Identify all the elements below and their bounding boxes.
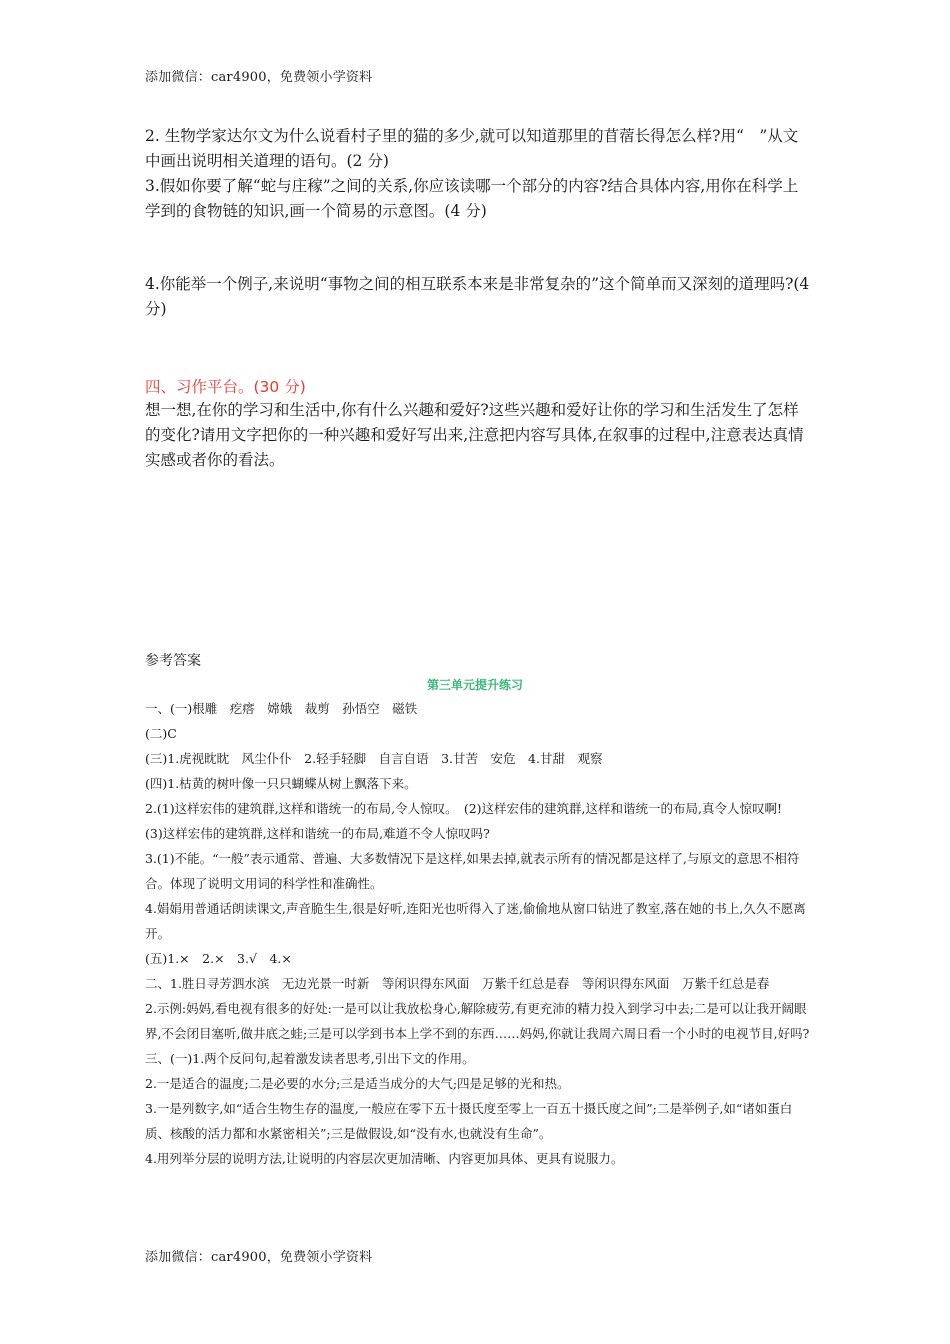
answer-line: (四)1.枯黄的树叶像一只只蝴蝶从树上飘落下来。 xyxy=(145,776,417,791)
answer-line: 二、1.胜日寻芳泗水滨 无边光景一时新 等闲识得东风面 万紫千红总是春 等闲识得东风面 万紫千红总是春 xyxy=(145,976,770,991)
answer-line: 4.娟娟用普通话朗读课文,声音脆生生,很是好听,连阳光也听得入了迷,偷偷地从窗口钻进了教室,落在她的书上,久久不愿离开。 xyxy=(145,901,806,941)
answer-line: (三)1.虎视眈眈 风尘仆仆 2.轻手轻脚 自言自语 3.甘苦 安危 4.甘甜 观察 xyxy=(145,751,603,766)
answer-line: 2.示例:妈妈,看电视有很多的好处:一是可以让我放松身心,解除疲劳,有更充沛的精力投入到学习中去;二是可以让我开阔眼界,不会闭目塞听,做井底之蛙;三是可以学到书本上学不到的东西……妈妈,你就让我周六周日看一个小时的电视节目,好吗? xyxy=(145,1001,810,1041)
question-4: 4.你能举一个例子,来说明“事物之间的相互联系本来是非常复杂的”这个简单而又深刻的道理吗?(4 分) xyxy=(145,275,810,318)
answer-line: 2.(1)这样宏伟的建筑群,这样和谐统一的布局,令人惊叹。 (2)这样宏伟的建筑群,这样和谐统一的布局,真令人惊叹啊! (3)这样宏伟的建筑群,这样和谐统一的布局,难道不令人惊叹吗? xyxy=(145,801,795,841)
answers-list xyxy=(145,696,810,1171)
section-4-body: 想一想,在你的学习和生活中,你有什么兴趣和爱好?这些兴趣和爱好让你的学习和生活发生了怎样的变化?请用文字把你的一种兴趣和爱好写出来,注意把内容写具体,在叙事的过程中,注意表达真情实感或者你的看法。 xyxy=(145,401,804,469)
answer-line: 4.用列举分层的说明方法,让说明的内容层次更加清晰、内容更加具体、更具有说服力。 xyxy=(145,1151,624,1166)
question-3: 3.假如你要了解“蛇与庄稼”之间的关系,你应该读哪一个部分的内容?结合具体内容,用你在科学上学到的食物链的知识,画一个简易的示意图。(4 分) xyxy=(145,177,799,220)
answer-line: 一、(一)根雕 疙瘩 嫦娥 裁剪 孙悟空 磁铁 xyxy=(145,701,418,716)
answer-line: 3.(1)不能。“一般”表示通常、普遍、大多数情况下是这样,如果去掉,就表示所有的情况都是这样了,与原文的意思不相符合。体现了说明文用词的科学性和准确性。 xyxy=(145,851,800,891)
answer-line: 三、(一)1.两个反问句,起着激发读者思考,引出下文的作用。 xyxy=(145,1051,475,1066)
answer-line: (五)1.× 2.× 3.√ 4.× xyxy=(145,951,292,966)
answers-subtitle: 第三单元提升练习 xyxy=(426,678,523,692)
section-4-title: 四、习作平台。(30 分) xyxy=(145,378,306,396)
answer-line: (二)C xyxy=(145,726,177,741)
answer-line: 3.一是列数字,如“适合生物生存的温度,一般应在零下五十摄氏度至零上一百五十摄氏度之间”;二是举例子,如“诸如蛋白质、核酸的活力都和水紧密相关”;三是做假设,如“没有水,也就没有生命”。 xyxy=(145,1101,793,1141)
answer-line: 2.一是适合的温度;二是必要的水分;三是适当成分的大气;四是足够的光和热。 xyxy=(145,1076,570,1091)
page-footer: 添加微信：car4900，免费领小学资料 xyxy=(145,1250,373,1265)
page-header: 添加微信：car4900，免费领小学资料 xyxy=(145,70,373,85)
answers-title: 参考答案 xyxy=(145,653,201,669)
question-2: 2. 生物学家达尔文为什么说看村子里的猫的多少,就可以知道那里的苜蓿长得怎么样?用“ ”从文中画出说明相关道理的语句。(2 分) xyxy=(145,127,799,170)
